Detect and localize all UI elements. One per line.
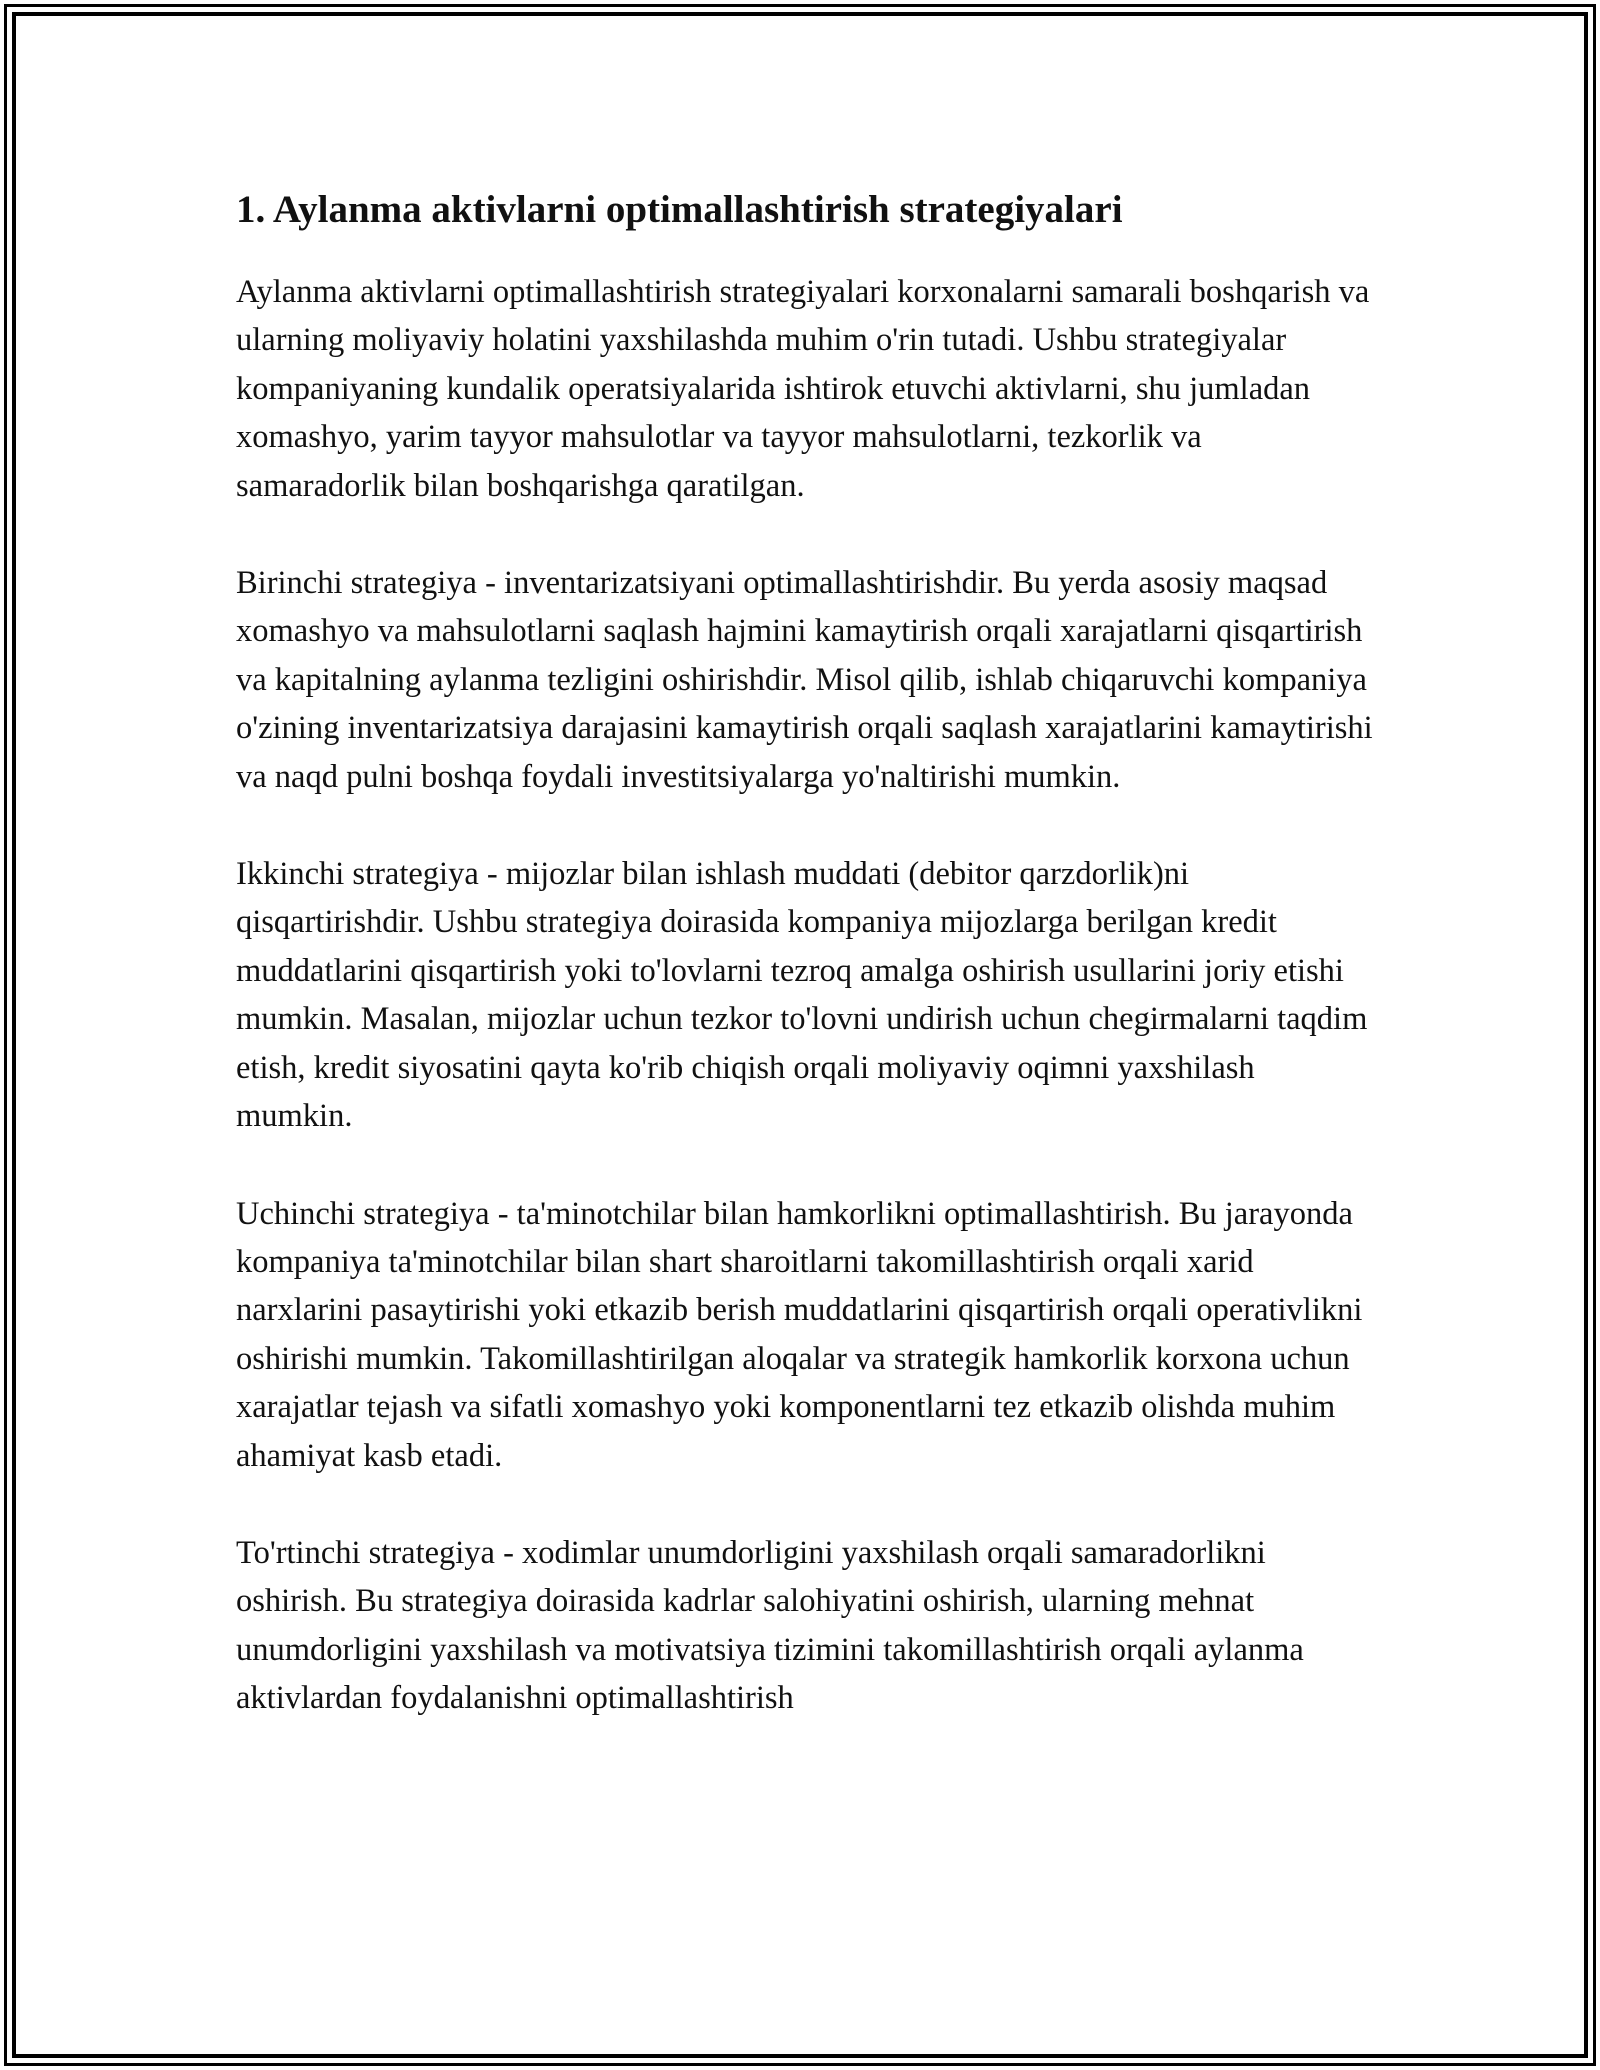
paragraph-strategy-2: Ikkinchi strategiya - mijozlar bilan ishlash muddati (debitor qarzdorlik)ni qisqartirishdir. Ushbu strategiya doirasida kompaniya mijozlarga berilgan kredit muddatlarini qisqartirish yoki to'lovlarni tezroq amalga oshirish usullarini joriy etishi mumkin. Masalan, mijozlar uchun tezkor to'lovni undirish uchun chegirmalarni taqdim etish, kredit siyosatini qayta ko'rib chiqish orqali moliyaviy oqimni yaxshilash mumkin. xyxy=(236,856,1368,1135)
paragraph-intro: Aylanma aktivlarni optimallashtirish strategiyalari korxonalarni samarali boshqarish va ularning moliyaviy holatini yaxshilashda muhim o'rin tutadi. Ushbu strategiyalar kompaniyaning kundalik operatsiyalarida ishtirok etuvchi aktivlarni, shu jumladan xomashyo, yarim tayyor mahsulotlar va tayyor mahsulotlarni, tezkorlik va samaradorlik bilan boshqarishga qaratilgan. xyxy=(236,274,1370,504)
paragraph-strategy-4: To'rtinchi strategiya - xodimlar unumdorligini yaxshilash orqali samaradorlikni oshirish. Bu strategiya doirasida kadrlar salohiyatini oshirish, ularning mehnat unumdorligini yaxshilash va motivatsiya tizimini takomillashtirish orqali aylanma aktivlardan foydalanishni optimallashtirish xyxy=(236,1534,1304,1717)
paragraph-strategy-1: Birinchi strategiya - inventarizatsiyani optimallashtirishdir. Bu yerda asosiy maqsad xomashyo va mahsulotlarni saqlash hajmini kamaytirish orqali xarajatlarni qisqartirish va kapitalning aylanma tezligini oshirishdir. Misol qilib, ishlab chiqaruvchi kompaniya o'zining inventarizatsiya darajasini kamaytirish orqali saqlash xarajatlarini kamaytirishi va naqd pulni boshqa foydali investitsiyalarga yo'naltirishi mumkin. xyxy=(236,565,1373,795)
section-title: 1. Aylanma aktivlarni optimallashtirish strategiyalari xyxy=(236,188,1123,231)
paragraph-strategy-3: Uchinchi strategiya - ta'minotchilar bilan hamkorlikni optimallashtirish. Bu jarayonda kompaniya ta'minotchilar bilan shart sharoitlarni takomillashtirish orqali xarid narxlarini pasaytirishi yoki etkazib berish muddatlarini qisqartirish orqali operativlikni oshirishi mumkin. Takomillashtirilgan aloqalar va strategik hamkorlik korxona uchun xarajatlar tejash va sifatli xomashyo yoki komponentlarni tez etkazib olishda muhim ahamiyat kasb etadi. xyxy=(236,1195,1363,1474)
document-body xyxy=(236,186,1376,1723)
